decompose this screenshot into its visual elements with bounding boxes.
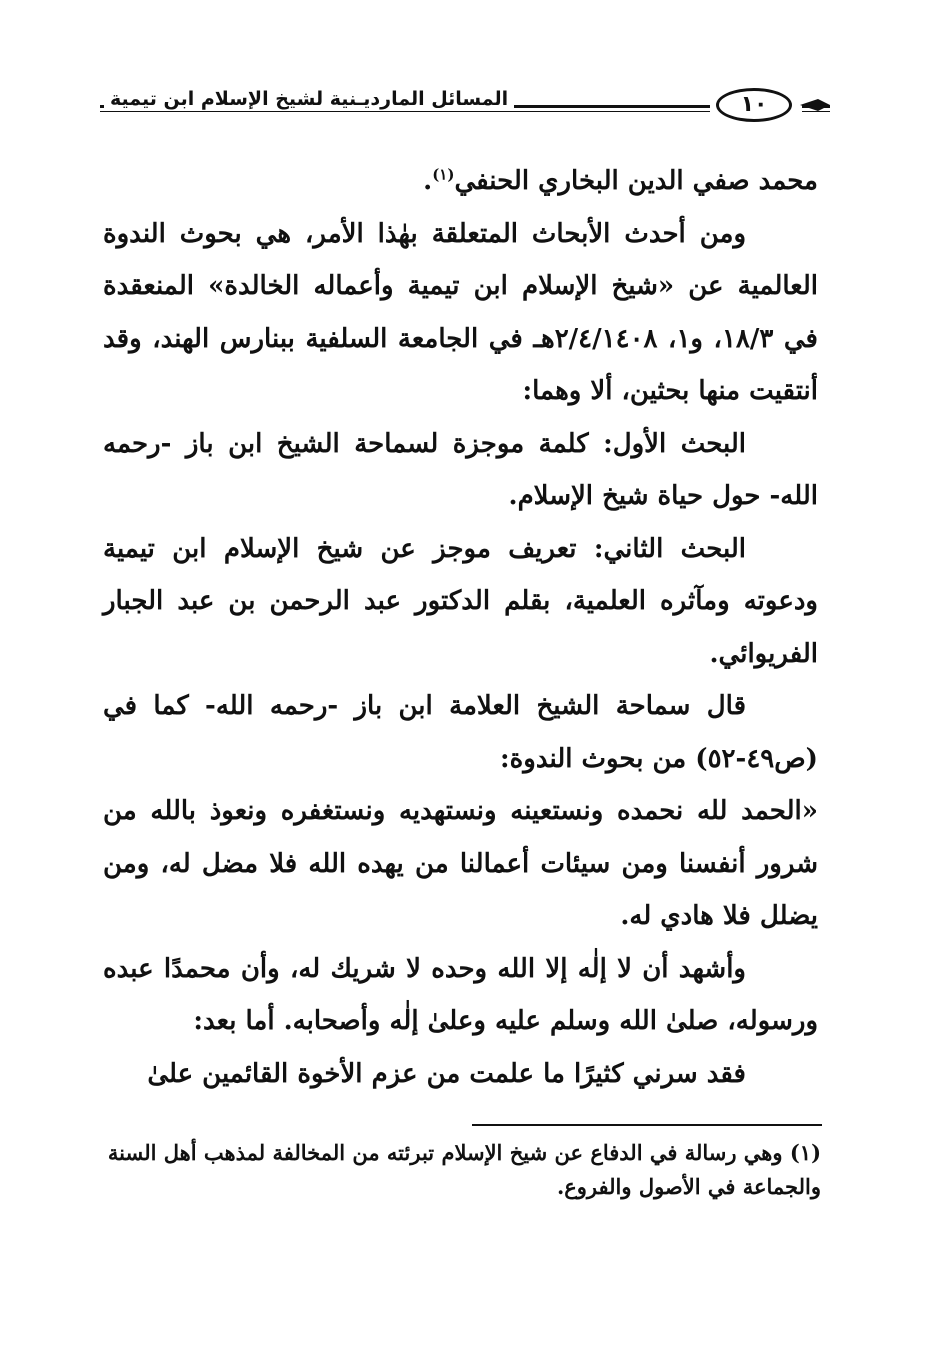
paragraph-1	[103, 155, 818, 208]
page-header	[100, 82, 830, 132]
footnote-separator	[472, 1124, 822, 1126]
paragraph-1-text: محمد صفي الدين البخاري الحنفي	[454, 166, 818, 196]
page-number-ornament	[710, 86, 802, 126]
footnote-reference: (١)	[432, 165, 455, 184]
page-number: ١٠	[716, 88, 792, 122]
main-text	[103, 155, 818, 1100]
header-ornament-tail-icon	[800, 96, 830, 114]
paragraph-6: «الحمد لله نحمده ونستعينه ونستهديه ونستغفره ونعوذ بالله من شرور أنفسنا ومن سيئات أعمالنا من يهده الله فلا مضل له، ومن يضلل فلا هادي له.	[103, 796, 818, 931]
paragraph-3: البحث الأول: كلمة موجزة لسماحة الشيخ ابن باز -رحمه الله- حول حياة شيخ الإسلام.	[103, 428, 818, 511]
paragraph-8: فقد سرني كثيرًا ما علمت من عزم الأخوة القائمين علىٰ	[147, 1058, 746, 1089]
paragraph-4: البحث الثاني: تعريف موجز عن شيخ الإسلام ابن تيمية ودعوته ومآثره العلمية، بقلم الدكتور عبد الرحمن بن عبد الجبار الفريوائي.	[103, 533, 818, 669]
footnote: (١) وهي رسالة في الدفاع عن شيخ الإسلام تبرئته من المخالفة لمذهب أهل السنة والجماعة في الأصول والفروع.	[107, 1140, 821, 1199]
paragraph-5: قال سماحة الشيخ العلامة ابن باز -رحمه الله- كما في (ص٤٩-٥٢) من بحوث الندوة:	[103, 691, 818, 774]
paragraph-7: وأشهد أن لا إلٰه إلا الله وحده لا شريك له، وأن محمدًا عبده ورسوله، صلىٰ الله وسلم عليه وعلىٰ إلٰه وأصحابه. أما بعد:	[103, 953, 818, 1036]
paragraph-1-end: .	[423, 166, 433, 196]
paragraph-2: ومن أحدث الأبحاث المتعلقة بهٰذا الأمر، هي بحوث الندوة العالمية عن «شيخ الإسلام ابن تيمية وأعماله الخالدة» المنعقدة في ١٨/٣، و١، ٢/٤/١٤٠٨هـ في الجامعة السلفية ببنارس الهند، وقد أنتقيت منها بحثين، ألا وهما:	[103, 218, 818, 406]
running-title: المسائل المارديـنية لشيخ الإسلام ابن تيمية	[104, 88, 514, 110]
